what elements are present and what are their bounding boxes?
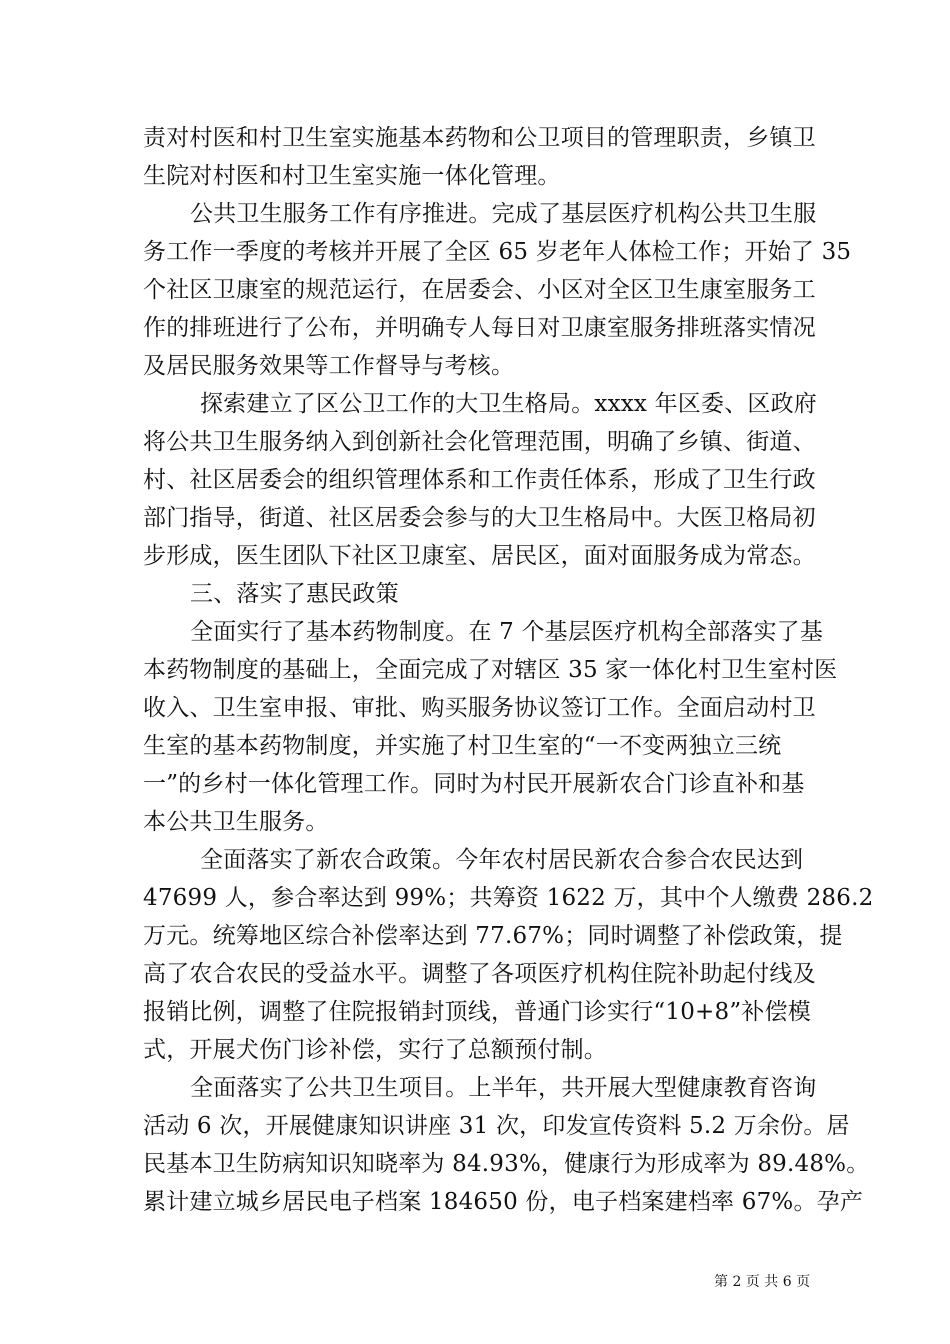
text-line: 一”的乡村一体化管理工作。同时为村民开展新农合门诊直补和基 bbox=[143, 771, 805, 797]
page-number-footer: 第 2 页 共 6 页 bbox=[714, 1274, 811, 1290]
text-line: 活动 6 次，开展健康知识讲座 31 次，印发宣传资料 5.2 万余份。居 bbox=[143, 1113, 850, 1139]
text-line: 将公共卫生服务纳入到创新社会化管理范围，明确了乡镇、街道、 bbox=[143, 429, 816, 455]
text-line: 式，开展犬伤门诊补偿，实行了总额预付制。 bbox=[143, 1037, 607, 1063]
text-line: 累计建立城乡居民电子档案 184650 份，电子档案建档率 67%。孕产 bbox=[143, 1189, 864, 1215]
text-line: 探索建立了区公卫工作的大卫生格局。xxxx 年区委、区政府 bbox=[200, 391, 817, 417]
text-line: 个社区卫康室的规范运行，在居委会、小区对全区卫生康室服务工 bbox=[143, 277, 816, 303]
text-line: 民基本卫生防病知识知晓率为 84.93%，健康行为形成率为 89.48%。 bbox=[143, 1151, 870, 1177]
text-line: 生院对村医和村卫生室实施一体化管理。 bbox=[143, 163, 561, 189]
text-line: 作的排班进行了公布，并明确专人每日对卫康室服务排班落实情况 bbox=[143, 315, 816, 341]
text-line: 全面落实了公共卫生项目。上半年，共开展大型健康教育咨询 bbox=[190, 1075, 817, 1101]
text-line: 报销比例，调整了住院报销封顶线，普通门诊实行“10+8”补偿模 bbox=[143, 999, 811, 1025]
text-line: 生室的基本药物制度，并实施了村卫生室的“一不变两独立三统 bbox=[143, 733, 782, 759]
text-line: 务工作一季度的考核并开展了全区 65 岁老年人体检工作；开始了 35 bbox=[143, 239, 852, 265]
text-line: 本药物制度的基础上，全面完成了对辖区 35 家一体化村卫生室村医 bbox=[143, 657, 838, 683]
text-line: 高了农合农民的受益水平。调整了各项医疗机构住院补助起付线及 bbox=[143, 961, 816, 987]
text-line: 收入、卫生室申报、审批、购买服务协议签订工作。全面启动村卫 bbox=[143, 695, 816, 721]
text-line: 47699 人，参合率达到 99%；共筹资 1622 万，其中个人缴费 286.2 bbox=[143, 885, 874, 911]
text-line: 全面实行了基本药物制度。在 7 个基层医疗机构全部落实了基 bbox=[190, 619, 824, 645]
section-heading: 三、落实了惠民政策 bbox=[190, 581, 399, 607]
text-line: 及居民服务效果等工作督导与考核。 bbox=[143, 353, 515, 379]
text-line: 责对村医和村卫生室实施基本药物和公卫项目的管理职责，乡镇卫 bbox=[143, 125, 816, 151]
text-line: 本公共卫生服务。 bbox=[143, 809, 329, 835]
text-line: 万元。统筹地区综合补偿率达到 77.67%；同时调整了补偿政策，提 bbox=[143, 923, 843, 949]
text-line: 全面落实了新农合政策。今年农村居民新农合参合农民达到 bbox=[200, 847, 804, 873]
text-line: 步形成，医生团队下社区卫康室、居民区，面对面服务成为常态。 bbox=[143, 543, 816, 569]
text-line: 村、社区居委会的组织管理体系和工作责任体系，形成了卫生行政 bbox=[143, 467, 816, 493]
text-line: 部门指导，街道、社区居委会参与的大卫生格局中。大医卫格局初 bbox=[143, 505, 816, 531]
text-line: 公共卫生服务工作有序推进。完成了基层医疗机构公共卫生服 bbox=[190, 201, 817, 227]
